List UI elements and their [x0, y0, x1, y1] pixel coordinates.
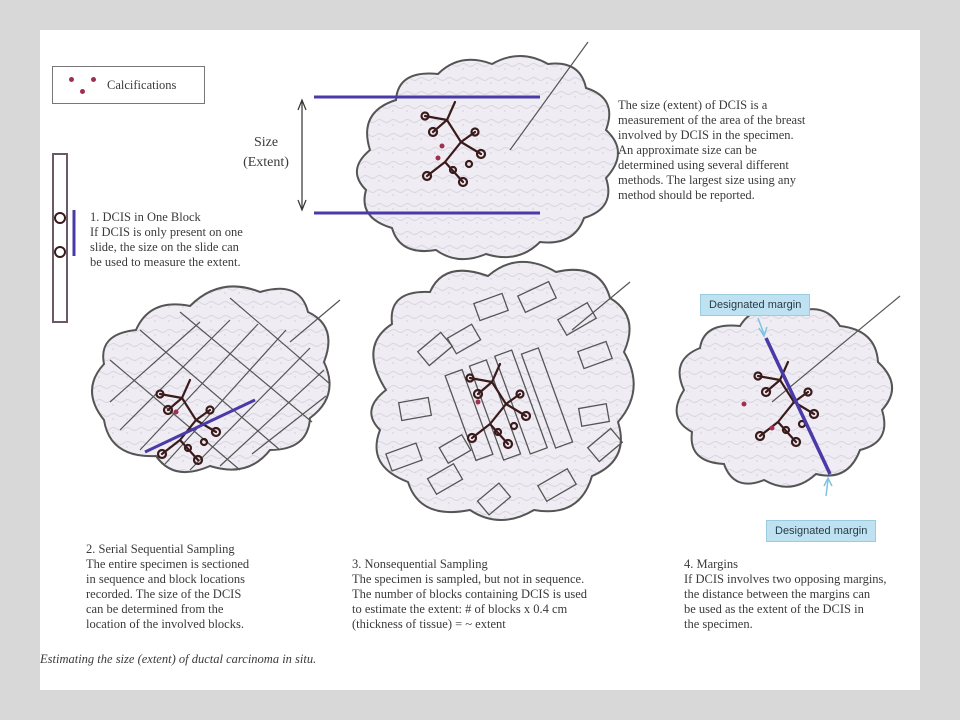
figure-panel: [40, 30, 920, 690]
size-label-line1: Size: [253, 135, 279, 150]
method-title: 1. DCIS in One Block: [90, 210, 201, 224]
figure-caption: Estimating the size (extent) of ductal carcinoma in situ.: [40, 652, 317, 666]
calcification-dot: [69, 77, 74, 82]
size-label: [236, 133, 296, 173]
method-serial-text: 2. Serial Sequential Sampling The entire specimen is sectioned in sequence and block locations recorded. The size of the DCIS can be determined from the location of the involved blocks.: [86, 542, 250, 631]
method-title: 4. Margins: [684, 557, 738, 571]
method-one-block-text: 1. DCIS in One Block If DCIS is only present on one slide, the size on the slide can be used to measure the extent.: [90, 210, 243, 269]
specimen-margins: [677, 296, 900, 496]
calcification-dot: [80, 89, 85, 94]
legend-box: [52, 66, 205, 104]
size-label-line2: (Extent): [243, 155, 289, 170]
designated-margin-tag-top: Designated margin: [700, 294, 810, 316]
specimen-nonsequential: [371, 262, 633, 520]
method-nonsequential-text: 3. Nonsequential Sampling The specimen is sampled, but not in sequence. The number of blocks containing DCIS is used to estimate the extent: # of blocks x 0.4 cm (thickness of tissue) = ~ extent: [352, 557, 588, 631]
legend-label: Calcifications: [107, 78, 177, 92]
method-title: 3. Nonsequential Sampling: [352, 557, 488, 571]
method-margins-text: 4. Margins If DCIS involves two opposing margins, the distance between the margins can be used as the extent of the DCIS in the specimen.: [684, 557, 887, 631]
size-description: The size (extent) of DCIS is a measurement of the area of the breast involved by DCIS in the specimen. An approximate size can be determined using several different methods. The largest size using any method should be reported.: [618, 98, 806, 202]
main-specimen: [357, 42, 618, 259]
designated-margin-tag-bottom: Designated margin: [766, 520, 876, 542]
slide-drawing: [53, 154, 74, 322]
method-title: 2. Serial Sequential Sampling: [86, 542, 235, 556]
calcification-dot: [91, 77, 96, 82]
specimen-serial: [92, 286, 340, 472]
